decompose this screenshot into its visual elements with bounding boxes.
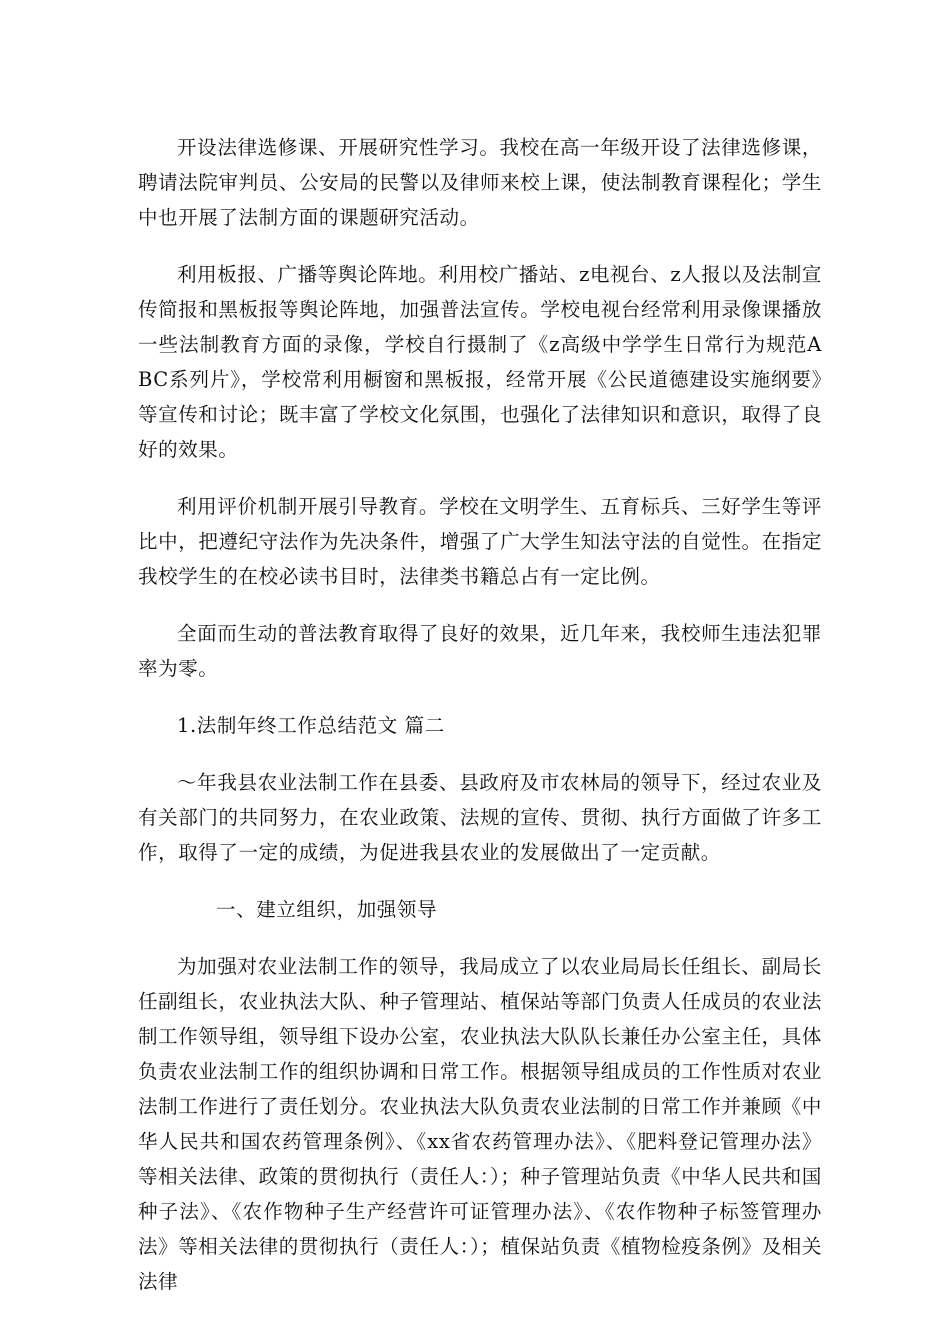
document-body: [138, 130, 822, 1321]
paragraph-organization-body: 为加强对农业法制工作的领导，我局成立了以农业局局长任组长、副局长任副组长，农业执法大队、种子管理站、植保站等部门负责人任成员的农业法制工作领导组，领导组下设办公室，农业执法大队队长兼任办公室主任，具体负责农业法制工作的组织协调和日常工作。根据领导组成员的工作性质对农业法制工作进行了责任划分。农业执法大队负责农业法制的日常工作并兼顾《中华人民共和国农药管理条例》、《xx省农药管理办法》、《肥料登记管理办法》等相关法律、政策的贯彻执行（责任人：）；种子管理站负责《中华人民共和国种子法》、《农作物种子生产经营许可证管理办法》、《农作物种子标签管理办法》等相关法律的贯彻执行（责任人：）；植保站负责《植物检疫条例》及相关法律: [138, 955, 823, 1293]
paragraph-elective-course: 开设法律选修课、开展研究性学习。我校在高一年级开设了法律选修课，聘请法院审判员、公安局的民警以及律师来校上课，使法制教育课程化；学生中也开展了法制方面的课题研究活动。: [138, 136, 822, 229]
paragraph-intro: ～年我县农业法制工作在县委、县政府及市农林局的领导下，经过农业及有关部门的共同努力，在农业政策、法规的宣传、贯彻、执行方面做了许多工作，取得了一定的成绩，为促进我县农业的发展做出了一定贡献。: [138, 771, 822, 864]
section-title: 1.法制年终工作总结范文 篇二: [177, 714, 445, 737]
paragraph-result: 全面而生动的普法教育取得了良好的效果，近几年来，我校师生违法犯罪率为零。: [138, 622, 822, 680]
paragraph-media-publicity: 利用板报、广播等舆论阵地。利用校广播站、z电视台、z人报以及法制宣传简报和黑板报等舆论阵地，加强普法宣传。学校电视台经常利用录像课播放一些法制教育方面的录像，学校自行摄制了《z高级中学学生日常行为规范ABC系列片》，学校常利用橱窗和黑板报，经常开展《公民道德建设实施纲要》等宣传和讨论；既丰富了学校文化氛围，也强化了法律知识和意识，取得了良好的效果。: [138, 263, 822, 461]
subheading-organization: 一、建立组织，加强领导: [216, 898, 438, 921]
paragraph-evaluation-mechanism: 利用评价机制开展引导教育。学校在文明学生、五育标兵、三好学生等评比中，把遵纪守法作为先决条件，增强了广大学生知法守法的自觉性。在指定我校学生的在校必读书目时，法律类书籍总占有一定比例。: [138, 495, 822, 588]
